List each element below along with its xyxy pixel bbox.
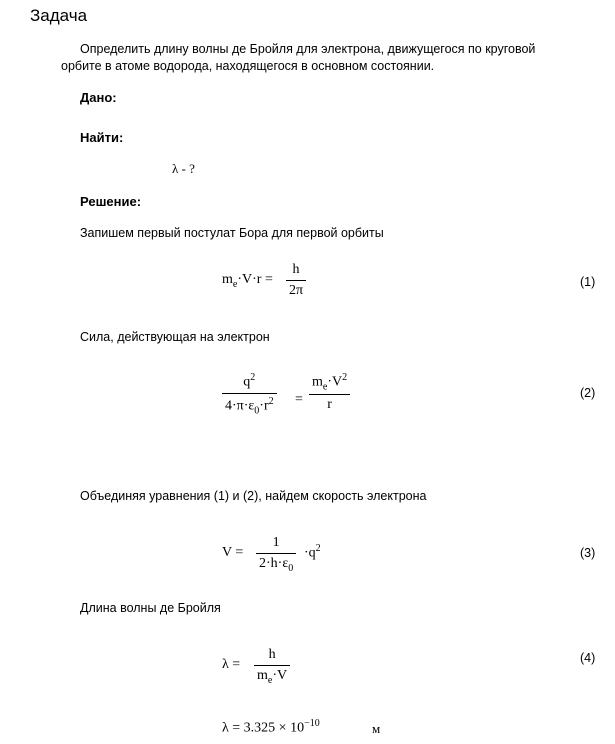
find-value: λ - ?: [172, 161, 195, 176]
eq2-left-numerator: $q^2$: [243, 372, 256, 390]
text-velocity: Объединяя уравнения (1) и (2), найдем скорость электрона: [80, 489, 427, 503]
eq2-right-denominator: r: [327, 397, 332, 413]
eq2-left-fraction: [222, 372, 277, 416]
solution-heading: Решение:: [80, 194, 142, 209]
eq1-fraction: [286, 262, 306, 299]
eq4-numerator: h: [268, 647, 276, 662]
eq3-lhs: V =: [222, 545, 244, 560]
eq2-number: (2): [580, 386, 596, 400]
given-heading: Дано:: [80, 90, 117, 105]
text-force: Сила, действующая на электрон: [80, 330, 270, 344]
eq2-equals: =: [295, 392, 303, 407]
eq4-fraction: [254, 647, 290, 686]
eq3-number: (3): [580, 546, 596, 560]
eq3-fraction-bar: [256, 553, 296, 554]
eq2-right-numerator: $m_e\cdot V^2$: [312, 372, 348, 393]
eq1-fraction-bar: [286, 280, 306, 281]
eq3-numerator: 1: [272, 535, 280, 550]
eq3-fraction: [256, 535, 296, 574]
problem-line-2: орбите в атоме водорода, находящегося в основном состоянии.: [61, 59, 435, 73]
eq1-numerator: h: [292, 262, 300, 277]
find-heading: Найти:: [80, 130, 124, 145]
eq1-denominator: 2π: [289, 283, 304, 298]
eq2-left-denominator: $4\cdot\pi\cdot\varepsilon_0\cdot r^2$: [225, 395, 274, 417]
problem-line-1: Определить длину волны де Бройля для электрона, движущегося по круговой: [80, 42, 536, 56]
eq4-fraction-bar: [254, 665, 290, 666]
eq2-right-fraction: [309, 372, 350, 413]
eq4-denominator: $m_e\cdot V$: [257, 668, 288, 686]
eq2-left-bar: [222, 393, 277, 394]
result-value: $\lambda = 3.325 \times 10^{-10}$: [222, 718, 320, 736]
text-bohr-postulate: Запишем первый постулат Бора для первой орбиты: [80, 226, 384, 240]
eq1-lhs: $m_e\cdot V\cdot r$ =: [222, 272, 273, 290]
eq3-tail: $\cdot q^2$: [304, 543, 321, 561]
eq4-lhs: λ =: [222, 657, 241, 672]
eq1-number: (1): [580, 275, 596, 289]
result-unit: м: [372, 721, 381, 736]
eq4-number: (4): [580, 651, 596, 665]
eq2-right-bar: [309, 394, 350, 395]
page-title: Задача: [30, 6, 88, 25]
eq3-denominator: $2\cdot h\cdot\varepsilon_0$: [259, 556, 294, 574]
text-de-broglie: Длина волны де Бройля: [80, 601, 221, 615]
